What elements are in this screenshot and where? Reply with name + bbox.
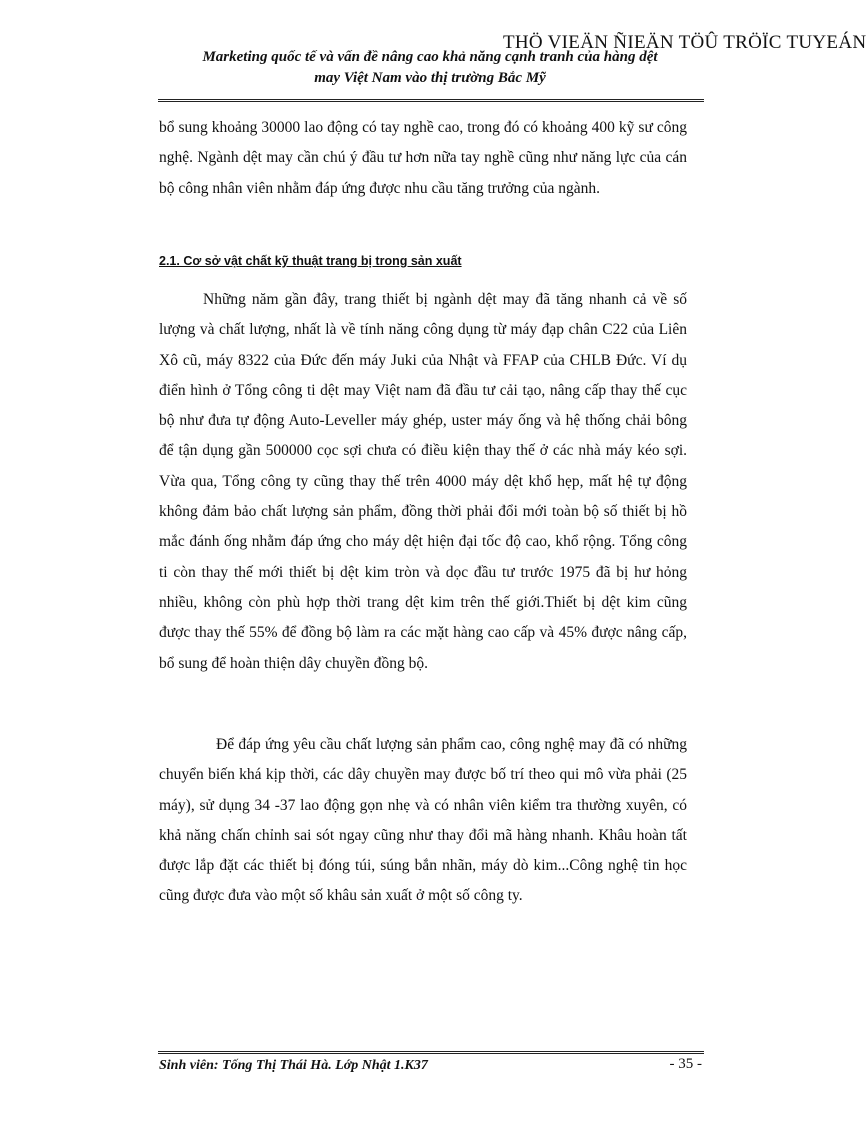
- paragraph-2: Những năm gần đây, trang thiết bị ngành dệt may đã tăng nhanh cả về số lượng và chất lượng, nhất là về tính năng công dụng từ máy đạp chân C22 của Liên Xô cũ, máy 8322 của Đức đến máy Juki của Nhật và FFAP của CHLB Đức. Ví dụ điển hình ở Tổng công ti dệt may Việt nam đã đầu tư cải tạo, nâng cấp thay thế cục bộ như đưa tự động Auto-Leveller máy ghép, uster máy ống và hệ thống chải bông để tận dụng gần 500000 cọc sợi chưa có điều kiện thay thế ở các nhà máy kéo sợi. Vừa qua, Tổng công ty cũng thay thế trên 4000 máy dệt khổ hẹp, mất hệ tự động không đảm bảo chất lượng sản phẩm, đồng thời phải đổi mới toàn bộ số thiết bị hồ mắc đánh ống nhằm đáp ứng cho máy dệt hiện đại tốc độ cao, khổ rộng. Tổng công ti còn thay thế mới thiết bị dệt kim tròn và dọc đầu tư trước 1975 đã bị hư hỏng nhiều, không còn phù hợp thời trang dệt kim trên thế giới.Thiết bị dệt kim cũng được thay thế 55% để đồng bộ làm ra các mặt hàng cao cấp và 45% được nâng cấp, bổ sung để hoàn thiện dây chuyền đồng bộ.: [159, 291, 687, 672]
- page-number: - 35 -: [669, 1056, 702, 1072]
- footer-divider: [158, 1051, 704, 1054]
- header-divider: [158, 99, 704, 102]
- watermark: THÖ VIEÄN ÑIEÄN TÖÛ TRÖÏC TUYEÁN: [503, 32, 866, 53]
- section-heading: 2.1. Cơ sở vật chất kỹ thuật trang bị trong sản xuất: [159, 254, 462, 268]
- footer-student-info: Sinh viên: Tống Thị Thái Hà. Lớp Nhật 1.K37: [159, 1058, 428, 1073]
- paragraph-3: Để đáp ứng yêu cầu chất lượng sản phẩm cao, công nghệ may đã có những chuyển biến khá kịp thời, các dây chuyền may được bố trí theo qui mô vừa phải (25 máy), sử dụng 34 -37 lao động gọn nhẹ và có nhân viên kiểm tra thường xuyên, có khả năng chấn chỉnh sai sót ngay cũng như thay đổi mã hàng nhanh. Khâu hoàn tất được lắp đặt các thiết bị đóng túi, súng bắn nhãn, máy dò kim...Công nghệ tin học cũng được đưa vào một số khâu sản xuất ở một số công ty.: [159, 736, 687, 905]
- header-title-line1: Marketing quốc tế và vấn đề nâng cao khả năng cạnh tranh của hàng dệt: [202, 49, 658, 65]
- paragraph-1: bổ sung khoảng 30000 lao động có tay nghề cao, trong đó có khoảng 400 kỹ sư công nghệ. Ngành dệt may cần chú ý đầu tư hơn nữa tay nghề cũng như năng lực của cán bộ công nhân viên nhằm đáp ứng được nhu cầu tăng trưởng của ngành.: [159, 119, 687, 197]
- header-title-line2: may Việt Nam vào thị trường Bắc Mỹ: [314, 70, 546, 86]
